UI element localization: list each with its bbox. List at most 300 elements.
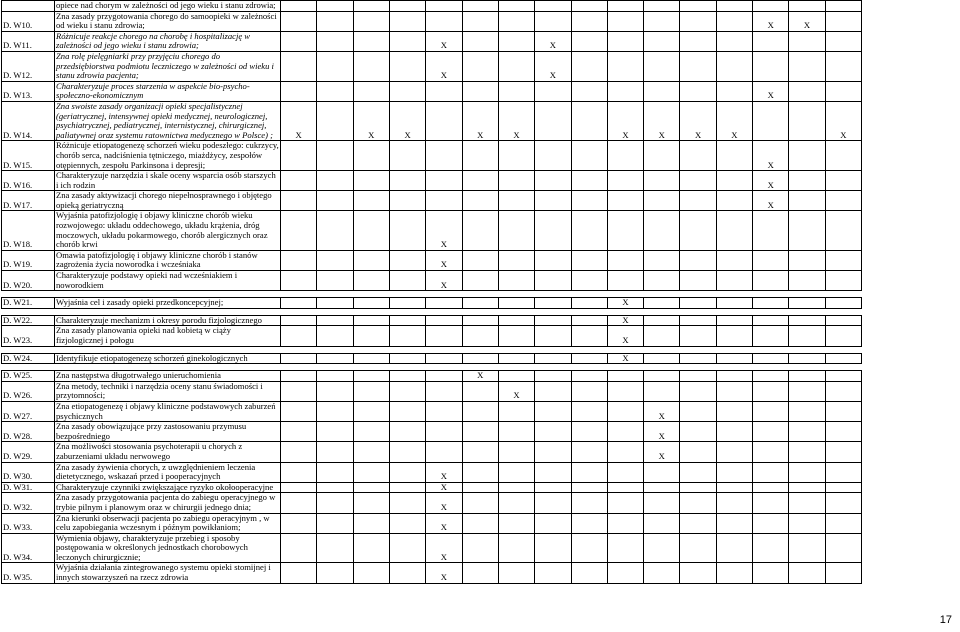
outcome-code: D. W28. — [2, 422, 55, 442]
mark-cell: X — [426, 211, 462, 250]
outcome-description: Wyjaśnia patofizjologię i objawy kliniczne chorób wieku rozwojowego: układu oddechowego, układu krążenia, dróg moczowych, układu pokarmowego, chorób alergicznych oraz chorób krwi — [55, 211, 281, 250]
mark-cell — [498, 171, 534, 191]
mark-cell — [498, 482, 534, 493]
mark-cell — [607, 381, 643, 401]
mark-cell — [498, 326, 534, 346]
mark-cell — [571, 191, 607, 211]
mark-cell — [680, 211, 716, 250]
mark-cell — [389, 442, 425, 462]
table-row — [2, 250, 862, 270]
outcome-description: Różnicuje etiopatogenezę schorzeń wieku podeszłego: cukrzycy, chorób serca, nadciśnienia tętniczego, miażdżycy, zespołów otępiennych, zespołu Parkinsona i depresji; — [56, 140, 279, 170]
mark-cell — [789, 81, 825, 101]
outcome-description: Identyfikuje etiopatogenezę schorzeń ginekologicznych — [55, 353, 281, 364]
mark-cell — [281, 563, 317, 583]
table-row — [2, 401, 862, 421]
mark-cell — [426, 298, 462, 309]
table-gap-row — [2, 291, 862, 298]
outcome-code — [2, 1, 55, 12]
mark-cell: X — [607, 326, 643, 346]
mark-cell — [680, 513, 716, 533]
mark-cell — [825, 298, 861, 309]
mark-cell — [462, 271, 498, 291]
mark-cell — [680, 401, 716, 421]
mark-cell — [535, 513, 571, 533]
outcome-description: Charakteryzuje narzędzia i skale oceny wsparcia osób starszych i ich rodzin — [55, 171, 281, 191]
mark-cell — [498, 563, 534, 583]
mark-cell — [317, 141, 353, 171]
mark-cell — [644, 81, 680, 101]
mark-cell — [680, 462, 716, 482]
outcome-description: Charakteryzuje proces starzenia w aspekcie bio-psycho-społeczno-ekonomicznym — [55, 81, 281, 101]
mark-cell — [389, 462, 425, 482]
mark-cell — [535, 141, 571, 171]
mark-cell — [571, 171, 607, 191]
mark-cell — [716, 493, 752, 513]
mark-cell — [353, 1, 389, 12]
mark-cell — [789, 211, 825, 250]
mark-cell — [825, 533, 861, 563]
table-row — [2, 191, 862, 211]
mark-cell — [607, 462, 643, 482]
mark-cell — [680, 191, 716, 211]
table-gap-row — [2, 308, 862, 315]
mark-cell: X — [281, 101, 317, 140]
outcome-code: D. W31. — [2, 482, 55, 493]
outcome-code: D. W11. — [2, 31, 55, 51]
mark-cell — [716, 1, 752, 12]
mark-cell — [644, 191, 680, 211]
mark-cell — [281, 271, 317, 291]
mark-cell — [281, 513, 317, 533]
mark-cell — [753, 422, 789, 442]
mark-cell — [281, 315, 317, 326]
mark-cell — [462, 563, 498, 583]
mark-cell — [317, 315, 353, 326]
mark-cell — [825, 1, 861, 12]
mark-cell: X — [825, 101, 861, 140]
mark-cell — [825, 493, 861, 513]
table-row — [2, 493, 862, 513]
mark-cell — [317, 250, 353, 270]
mark-cell — [571, 51, 607, 81]
mark-cell — [462, 171, 498, 191]
mark-cell — [753, 533, 789, 563]
mark-cell — [716, 315, 752, 326]
mark-cell — [789, 493, 825, 513]
mark-cell — [317, 191, 353, 211]
mark-cell — [680, 381, 716, 401]
mark-cell: X — [607, 298, 643, 309]
mark-cell — [317, 101, 353, 140]
mark-cell — [644, 513, 680, 533]
mark-cell — [535, 371, 571, 382]
mark-cell — [789, 250, 825, 270]
mark-cell — [825, 171, 861, 191]
table-row — [2, 81, 862, 101]
mark-cell — [535, 401, 571, 421]
mark-cell — [825, 141, 861, 171]
table-row — [2, 326, 862, 346]
mark-cell — [281, 1, 317, 12]
mark-cell — [535, 533, 571, 563]
mark-cell — [680, 81, 716, 101]
table-row — [2, 381, 862, 401]
mark-cell — [789, 353, 825, 364]
mark-cell: X — [753, 191, 789, 211]
mark-cell — [317, 271, 353, 291]
mark-cell — [462, 381, 498, 401]
outcome-description: Zna zasady żywienia chorych, z uwzględnieniem leczenia dietetycznego, wskazań przed i pooperacyjnych — [55, 462, 281, 482]
mark-cell — [281, 141, 317, 171]
mark-cell — [462, 51, 498, 81]
mark-cell — [680, 493, 716, 513]
mark-cell — [498, 191, 534, 211]
table-row — [2, 101, 862, 140]
mark-cell: X — [607, 315, 643, 326]
mark-cell — [353, 171, 389, 191]
mark-cell: X — [426, 271, 462, 291]
mark-cell — [716, 171, 752, 191]
mark-cell — [753, 250, 789, 270]
mark-cell — [281, 401, 317, 421]
outcome-code: D. W22. — [2, 315, 55, 326]
mark-cell — [607, 81, 643, 101]
mark-cell — [281, 298, 317, 309]
mark-cell — [317, 371, 353, 382]
mark-cell — [498, 371, 534, 382]
mark-cell — [281, 51, 317, 81]
mark-cell — [680, 171, 716, 191]
mark-cell — [535, 271, 571, 291]
mark-cell — [535, 381, 571, 401]
mark-cell — [644, 298, 680, 309]
mark-cell: X — [753, 171, 789, 191]
outcome-description: Różnicuje reakcje chorego na chorobę i hospitalizację w zależności od jego wieku i stanu zdrowia; — [55, 31, 281, 51]
mark-cell — [281, 11, 317, 31]
mark-cell — [716, 250, 752, 270]
mark-cell — [281, 81, 317, 101]
mark-cell — [607, 493, 643, 513]
mark-cell — [389, 422, 425, 442]
mark-cell — [825, 371, 861, 382]
mark-cell — [825, 81, 861, 101]
mark-cell — [462, 326, 498, 346]
mark-cell — [680, 482, 716, 493]
mark-cell — [498, 211, 534, 250]
mark-cell: X — [607, 101, 643, 140]
mark-cell — [644, 211, 680, 250]
mark-cell — [389, 1, 425, 12]
mark-cell — [680, 422, 716, 442]
mark-cell — [716, 462, 752, 482]
mark-cell — [281, 353, 317, 364]
mark-cell — [607, 371, 643, 382]
mark-cell — [607, 141, 643, 171]
mark-cell — [680, 326, 716, 346]
mark-cell — [644, 171, 680, 191]
outcome-description: Zna zasady przygotowania chorego do samoopieki w zależności od wieku i stanu zdrowia; — [55, 11, 281, 31]
mark-cell — [607, 11, 643, 31]
mark-cell: X — [426, 493, 462, 513]
mark-cell — [789, 171, 825, 191]
mark-cell — [281, 31, 317, 51]
table-row — [2, 462, 862, 482]
mark-cell — [353, 353, 389, 364]
mark-cell — [317, 51, 353, 81]
mark-cell — [389, 11, 425, 31]
mark-cell — [571, 211, 607, 250]
mark-cell — [789, 51, 825, 81]
mark-cell — [753, 101, 789, 140]
mark-cell — [716, 371, 752, 382]
mark-cell: X — [753, 141, 789, 171]
mark-cell — [462, 1, 498, 12]
mark-cell — [753, 271, 789, 291]
mark-cell — [716, 353, 752, 364]
mark-cell — [389, 371, 425, 382]
mark-cell: X — [535, 31, 571, 51]
outcome-code: D. W34. — [2, 533, 55, 563]
mark-cell — [462, 315, 498, 326]
mark-cell — [498, 31, 534, 51]
mark-cell — [353, 422, 389, 442]
mark-cell — [825, 563, 861, 583]
mark-cell — [571, 401, 607, 421]
mark-cell — [498, 315, 534, 326]
table-row — [2, 563, 862, 583]
mark-cell — [825, 191, 861, 211]
mark-cell — [317, 493, 353, 513]
mark-cell — [680, 271, 716, 291]
mark-cell — [389, 381, 425, 401]
mark-cell — [281, 171, 317, 191]
outcome-description: Wyjaśnia cel i zasady opieki przedkoncepcyjnej; — [55, 298, 281, 309]
mark-cell: X — [753, 81, 789, 101]
mark-cell — [644, 533, 680, 563]
mark-cell — [644, 482, 680, 493]
mark-cell — [317, 31, 353, 51]
mark-cell — [607, 171, 643, 191]
mark-cell — [462, 462, 498, 482]
mark-cell — [825, 31, 861, 51]
outcome-code: D. W30. — [2, 462, 55, 482]
mark-cell — [753, 493, 789, 513]
mark-cell — [716, 11, 752, 31]
mark-cell — [571, 271, 607, 291]
mark-cell — [607, 271, 643, 291]
mark-cell — [753, 1, 789, 12]
mark-cell — [680, 315, 716, 326]
mark-cell — [789, 371, 825, 382]
mark-cell — [644, 353, 680, 364]
mark-cell: X — [353, 101, 389, 140]
outcome-description: Zna etiopatogenezę i objawy kliniczne podstawowych zaburzeń psychicznych — [55, 401, 281, 421]
mark-cell — [317, 533, 353, 563]
outcome-code: D. W32. — [2, 493, 55, 513]
mark-cell — [571, 371, 607, 382]
mark-cell — [317, 563, 353, 583]
mark-cell — [825, 482, 861, 493]
mark-cell — [680, 11, 716, 31]
mark-cell — [281, 371, 317, 382]
mark-cell — [535, 462, 571, 482]
mark-cell — [716, 211, 752, 250]
mark-cell — [644, 11, 680, 31]
mark-cell — [353, 31, 389, 51]
mark-cell — [389, 513, 425, 533]
table-row — [2, 211, 862, 250]
mark-cell — [789, 101, 825, 140]
mark-cell — [498, 401, 534, 421]
mark-cell — [789, 533, 825, 563]
mark-cell — [426, 81, 462, 101]
mark-cell — [462, 513, 498, 533]
outcome-code: D. W17. — [2, 191, 55, 211]
mark-cell — [389, 353, 425, 364]
outcome-code: D. W21. — [2, 298, 55, 309]
mark-cell — [535, 171, 571, 191]
mark-cell: X — [644, 422, 680, 442]
mark-cell — [353, 401, 389, 421]
mark-cell — [571, 315, 607, 326]
mark-cell — [716, 326, 752, 346]
mark-cell — [571, 381, 607, 401]
mark-cell — [535, 326, 571, 346]
mark-cell — [389, 31, 425, 51]
outcome-code: D. W26. — [2, 381, 55, 401]
mark-cell — [716, 482, 752, 493]
mark-cell — [462, 11, 498, 31]
mark-cell — [426, 315, 462, 326]
mark-cell — [353, 533, 389, 563]
mark-cell: X — [426, 250, 462, 270]
mark-cell — [317, 1, 353, 12]
mark-cell — [353, 462, 389, 482]
mark-cell — [281, 533, 317, 563]
mark-cell — [716, 513, 752, 533]
outcome-code: D. W25. — [2, 371, 55, 382]
mark-cell — [281, 326, 317, 346]
mark-cell — [680, 31, 716, 51]
mark-cell — [716, 51, 752, 81]
mark-cell — [571, 81, 607, 101]
mark-cell — [317, 171, 353, 191]
mark-cell — [498, 353, 534, 364]
mark-cell — [353, 326, 389, 346]
mark-cell — [716, 298, 752, 309]
mark-cell — [680, 1, 716, 12]
outcome-code: D. W15. — [2, 141, 55, 171]
mark-cell — [426, 353, 462, 364]
mark-cell — [389, 493, 425, 513]
mark-cell — [498, 493, 534, 513]
mark-cell — [825, 211, 861, 250]
mark-cell — [389, 315, 425, 326]
mark-cell — [571, 353, 607, 364]
mark-cell — [753, 51, 789, 81]
mark-cell — [353, 141, 389, 171]
mark-cell — [644, 1, 680, 12]
mark-cell — [317, 381, 353, 401]
mark-cell — [535, 1, 571, 12]
mark-cell — [789, 1, 825, 12]
mark-cell: X — [789, 11, 825, 31]
mark-cell — [716, 81, 752, 101]
mark-cell — [644, 326, 680, 346]
mark-cell — [571, 422, 607, 442]
mark-cell — [426, 422, 462, 442]
mark-cell — [281, 482, 317, 493]
mark-cell — [716, 533, 752, 563]
table-row — [2, 271, 862, 291]
outcome-code: D. W19. — [2, 250, 55, 270]
outcome-description: Zna zasady obowiązujące przy zastosowaniu przymusu bezpośredniego — [55, 422, 281, 442]
outcome-code: D. W13. — [2, 81, 55, 101]
outcome-description: Zna zasady przygotowania pacjenta do zabiegu operacyjnego w trybie pilnym i planowym oraz w chirurgii jednego dnia; — [55, 493, 281, 513]
mark-cell — [317, 513, 353, 533]
mark-cell — [281, 462, 317, 482]
mark-cell — [607, 442, 643, 462]
mark-cell — [389, 51, 425, 81]
outcome-description: Charakteryzuje czynniki zwiększające ryzyko okołooperacyjne — [55, 482, 281, 493]
mark-cell — [680, 51, 716, 81]
mark-cell: X — [680, 101, 716, 140]
mark-cell — [353, 11, 389, 31]
mark-cell — [571, 326, 607, 346]
mark-cell — [644, 381, 680, 401]
outcome-description: Wymienia objawy, charakteryzuje przebieg i sposoby postępowania w określonych jednostkach chorobowych leczonych chirurgicznie; — [55, 533, 281, 563]
table-row — [2, 371, 862, 382]
mark-cell — [317, 211, 353, 250]
mark-cell — [353, 513, 389, 533]
table-row — [2, 298, 862, 309]
mark-cell: X — [607, 353, 643, 364]
mark-cell — [825, 462, 861, 482]
mark-cell — [535, 422, 571, 442]
mark-cell — [353, 250, 389, 270]
outcome-description: Zna następstwa długotrwałego unieruchomienia — [55, 371, 281, 382]
mark-cell — [462, 493, 498, 513]
mark-cell — [389, 401, 425, 421]
mark-cell — [498, 513, 534, 533]
mark-cell — [498, 298, 534, 309]
mark-cell: X — [535, 51, 571, 81]
mark-cell — [353, 493, 389, 513]
mark-cell — [281, 422, 317, 442]
outcome-code: D. W20. — [2, 271, 55, 291]
outcome-code: D. W24. — [2, 353, 55, 364]
mark-cell — [389, 298, 425, 309]
mark-cell — [389, 250, 425, 270]
mark-cell — [789, 401, 825, 421]
mark-cell — [680, 533, 716, 563]
mark-cell — [389, 81, 425, 101]
outcome-description: Charakteryzuje podstawy opieki nad wcześniakiem i noworodkiem — [55, 271, 281, 291]
mark-cell — [571, 533, 607, 563]
mark-cell — [317, 462, 353, 482]
outcome-code: D. W12. — [2, 51, 55, 81]
mark-cell — [498, 271, 534, 291]
mark-cell — [389, 171, 425, 191]
mark-cell — [281, 250, 317, 270]
mark-cell — [789, 442, 825, 462]
mark-cell — [789, 513, 825, 533]
outcome-code: D. W27. — [2, 401, 55, 421]
table-row — [2, 171, 862, 191]
mark-cell — [644, 371, 680, 382]
mark-cell: X — [426, 31, 462, 51]
mark-cell — [644, 493, 680, 513]
